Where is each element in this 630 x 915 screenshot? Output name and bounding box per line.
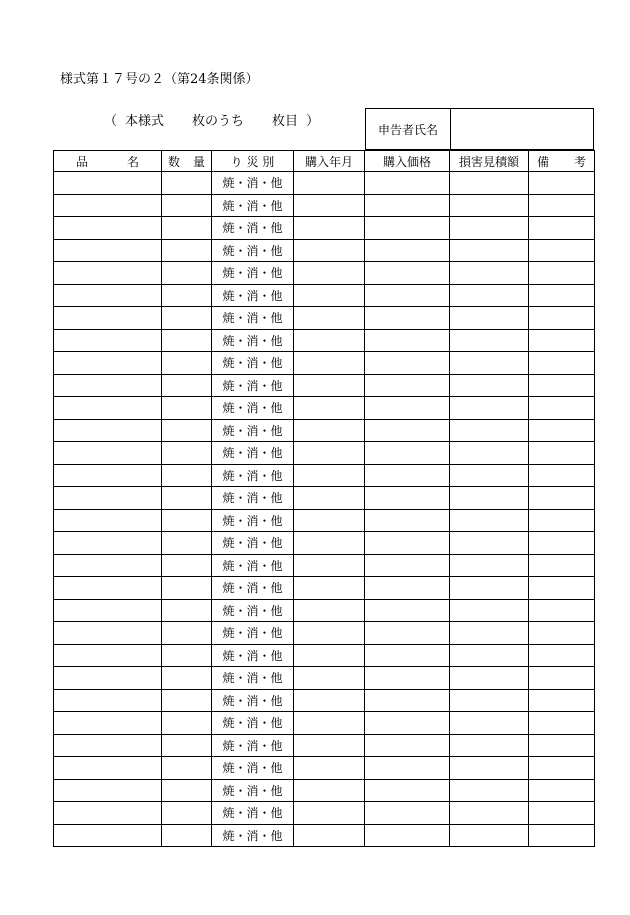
quantity-cell[interactable] [162, 397, 212, 420]
estimated-damage-cell[interactable] [450, 554, 529, 577]
sheet-main-label: 本様式 [125, 114, 165, 129]
items-table [53, 150, 595, 847]
items-body [54, 172, 595, 847]
paren-close: ） [306, 114, 320, 129]
remarks-cell[interactable] [529, 284, 595, 307]
quantity-cell[interactable] [162, 172, 212, 195]
purchase-price-cell[interactable] [365, 374, 450, 397]
quantity-cell[interactable] [162, 802, 212, 825]
item-name-cell[interactable] [54, 284, 162, 307]
remarks-cell[interactable] [529, 217, 595, 240]
purchase-date-cell[interactable] [294, 419, 365, 442]
item-name-cell[interactable] [54, 194, 162, 217]
item-name-cell[interactable] [54, 599, 162, 622]
item-name-cell[interactable] [54, 554, 162, 577]
estimated-damage-cell[interactable] [450, 599, 529, 622]
purchase-date-cell[interactable] [294, 262, 365, 285]
disaster-type-cell[interactable]: 焼・消・他 [212, 397, 294, 420]
remarks-cell[interactable] [529, 464, 595, 487]
paren-open: （ [104, 114, 118, 129]
item-name-cell[interactable] [54, 532, 162, 555]
table-row [54, 689, 595, 712]
disaster-type-cell[interactable]: 焼・消・他 [212, 554, 294, 577]
remarks-cell[interactable] [529, 644, 595, 667]
remarks-cell[interactable] [529, 532, 595, 555]
purchase-date-cell[interactable] [294, 442, 365, 465]
quantity-cell[interactable] [162, 712, 212, 735]
item-name-cell[interactable] [54, 779, 162, 802]
estimated-damage-cell[interactable] [450, 307, 529, 330]
purchase-price-cell[interactable] [365, 509, 450, 532]
remarks-cell[interactable] [529, 667, 595, 690]
table-row [54, 712, 595, 735]
item-name-cell[interactable] [54, 802, 162, 825]
item-name-cell[interactable] [54, 262, 162, 285]
purchase-price-cell[interactable] [365, 487, 450, 510]
purchase-date-cell[interactable] [294, 239, 365, 262]
estimated-damage-cell[interactable] [450, 487, 529, 510]
disaster-type-cell[interactable]: 焼・消・他 [212, 487, 294, 510]
purchase-date-cell[interactable] [294, 352, 365, 375]
purchase-price-cell[interactable] [365, 284, 450, 307]
purchase-date-cell[interactable] [294, 532, 365, 555]
table-row [54, 757, 595, 780]
quantity-cell[interactable] [162, 329, 212, 352]
table-row [54, 397, 595, 420]
purchase-price-cell[interactable] [365, 554, 450, 577]
quantity-cell[interactable] [162, 667, 212, 690]
quantity-cell[interactable] [162, 644, 212, 667]
col-purchase-date: 購入年月 [294, 151, 365, 172]
purchase-price-cell[interactable] [365, 532, 450, 555]
col-purchase-price: 購入価格 [365, 151, 450, 172]
estimated-damage-cell[interactable] [450, 734, 529, 757]
disaster-type-cell[interactable]: 焼・消・他 [212, 329, 294, 352]
table-row [54, 419, 595, 442]
form-title: 様式第１７号の２（第24条関係） [60, 72, 259, 87]
quantity-cell[interactable] [162, 307, 212, 330]
applicant-label: 申告者氏名 [366, 109, 451, 150]
quantity-cell[interactable] [162, 419, 212, 442]
estimated-damage-cell[interactable] [450, 577, 529, 600]
quantity-cell[interactable] [162, 757, 212, 780]
item-name-cell[interactable] [54, 757, 162, 780]
purchase-price-cell[interactable] [365, 599, 450, 622]
col-disaster-type: り 災 別 [212, 151, 294, 172]
disaster-type-cell[interactable]: 焼・消・他 [212, 824, 294, 847]
purchase-price-cell[interactable] [365, 734, 450, 757]
quantity-cell[interactable] [162, 554, 212, 577]
table-row [54, 487, 595, 510]
disaster-type-cell[interactable]: 焼・消・他 [212, 217, 294, 240]
purchase-price-cell[interactable] [365, 307, 450, 330]
purchase-date-cell[interactable] [294, 644, 365, 667]
purchase-price-cell[interactable] [365, 689, 450, 712]
purchase-price-cell[interactable] [365, 577, 450, 600]
purchase-price-cell[interactable] [365, 622, 450, 645]
purchase-date-cell[interactable] [294, 802, 365, 825]
purchase-date-cell[interactable] [294, 622, 365, 645]
purchase-date-cell[interactable] [294, 487, 365, 510]
estimated-damage-cell[interactable] [450, 262, 529, 285]
quantity-cell[interactable] [162, 194, 212, 217]
disaster-type-cell[interactable]: 焼・消・他 [212, 667, 294, 690]
item-name-cell[interactable] [54, 622, 162, 645]
disaster-type-cell[interactable]: 焼・消・他 [212, 532, 294, 555]
purchase-price-cell[interactable] [365, 397, 450, 420]
table-row [54, 172, 595, 195]
col-remarks [529, 151, 595, 172]
purchase-date-cell[interactable] [294, 397, 365, 420]
estimated-damage-cell[interactable] [450, 712, 529, 735]
disaster-type-cell[interactable]: 焼・消・他 [212, 172, 294, 195]
table-row [54, 577, 595, 600]
item-name-cell[interactable] [54, 644, 162, 667]
item-name-cell[interactable] [54, 374, 162, 397]
purchase-date-cell[interactable] [294, 779, 365, 802]
quantity-cell[interactable] [162, 689, 212, 712]
remarks-cell[interactable] [529, 442, 595, 465]
estimated-damage-cell[interactable] [450, 622, 529, 645]
purchase-date-cell[interactable] [294, 554, 365, 577]
disaster-type-cell[interactable]: 焼・消・他 [212, 802, 294, 825]
quantity-cell[interactable] [162, 779, 212, 802]
purchase-price-cell[interactable] [365, 802, 450, 825]
estimated-damage-cell[interactable] [450, 824, 529, 847]
estimated-damage-cell[interactable] [450, 689, 529, 712]
purchase-price-cell[interactable] [365, 644, 450, 667]
estimated-damage-cell[interactable] [450, 284, 529, 307]
col-item-name [54, 151, 162, 172]
purchase-date-cell[interactable] [294, 217, 365, 240]
quantity-cell[interactable] [162, 532, 212, 555]
disaster-type-cell[interactable]: 焼・消・他 [212, 419, 294, 442]
purchase-price-cell[interactable] [365, 239, 450, 262]
purchase-date-cell[interactable] [294, 284, 365, 307]
estimated-damage-cell[interactable] [450, 397, 529, 420]
purchase-price-cell[interactable] [365, 757, 450, 780]
remarks-cell[interactable] [529, 374, 595, 397]
disaster-type-cell[interactable]: 焼・消・他 [212, 712, 294, 735]
disaster-type-cell[interactable]: 焼・消・他 [212, 239, 294, 262]
remarks-cell[interactable] [529, 554, 595, 577]
purchase-date-cell[interactable] [294, 824, 365, 847]
table-row [54, 194, 595, 217]
remarks-cell[interactable] [529, 779, 595, 802]
purchase-price-cell[interactable] [365, 419, 450, 442]
purchase-date-cell[interactable] [294, 734, 365, 757]
quantity-cell[interactable] [162, 442, 212, 465]
table-row [54, 644, 595, 667]
disaster-type-cell[interactable]: 焼・消・他 [212, 734, 294, 757]
applicant-box [365, 108, 594, 150]
table-row [54, 217, 595, 240]
quantity-cell[interactable] [162, 509, 212, 532]
estimated-damage-cell[interactable] [450, 757, 529, 780]
purchase-date-cell[interactable] [294, 329, 365, 352]
purchase-price-cell[interactable] [365, 262, 450, 285]
disaster-type-cell[interactable]: 焼・消・他 [212, 779, 294, 802]
quantity-cell[interactable] [162, 262, 212, 285]
purchase-date-cell[interactable] [294, 599, 365, 622]
disaster-type-cell[interactable]: 焼・消・他 [212, 442, 294, 465]
table-row [54, 262, 595, 285]
col-quantity-b: 量 [192, 154, 205, 169]
purchase-date-cell[interactable] [294, 172, 365, 195]
disaster-type-cell[interactable]: 焼・消・他 [212, 599, 294, 622]
item-name-cell[interactable] [54, 712, 162, 735]
estimated-damage-cell[interactable] [450, 419, 529, 442]
estimated-damage-cell[interactable] [450, 374, 529, 397]
purchase-date-cell[interactable] [294, 374, 365, 397]
quantity-cell[interactable] [162, 352, 212, 375]
item-name-cell[interactable] [54, 667, 162, 690]
table-row [54, 239, 595, 262]
disaster-type-cell[interactable]: 焼・消・他 [212, 689, 294, 712]
item-name-cell[interactable] [54, 307, 162, 330]
disaster-type-cell[interactable]: 焼・消・他 [212, 374, 294, 397]
table-row [54, 779, 595, 802]
estimated-damage-cell[interactable] [450, 667, 529, 690]
table-row [54, 464, 595, 487]
disaster-type-cell[interactable]: 焼・消・他 [212, 352, 294, 375]
quantity-cell[interactable] [162, 577, 212, 600]
table-row [54, 622, 595, 645]
estimated-damage-cell[interactable] [450, 464, 529, 487]
estimated-damage-cell[interactable] [450, 532, 529, 555]
item-name-cell[interactable] [54, 239, 162, 262]
remarks-cell[interactable] [529, 802, 595, 825]
remarks-cell[interactable] [529, 622, 595, 645]
disaster-type-cell[interactable]: 焼・消・他 [212, 644, 294, 667]
table-row [54, 284, 595, 307]
table-row [54, 352, 595, 375]
quantity-cell[interactable] [162, 599, 212, 622]
estimated-damage-cell[interactable] [450, 329, 529, 352]
purchase-price-cell[interactable] [365, 172, 450, 195]
item-name-cell[interactable] [54, 419, 162, 442]
purchase-date-cell[interactable] [294, 712, 365, 735]
purchase-price-cell[interactable] [365, 667, 450, 690]
purchase-price-cell[interactable] [365, 442, 450, 465]
sheet-no-label: 枚目 [272, 114, 299, 129]
purchase-date-cell[interactable] [294, 577, 365, 600]
table-row [54, 734, 595, 757]
remarks-cell[interactable] [529, 712, 595, 735]
table-row [54, 554, 595, 577]
estimated-damage-cell[interactable] [450, 352, 529, 375]
item-name-cell[interactable] [54, 487, 162, 510]
table-row [54, 329, 595, 352]
purchase-date-cell[interactable] [294, 509, 365, 532]
remarks-cell[interactable] [529, 689, 595, 712]
estimated-damage-cell[interactable] [450, 509, 529, 532]
table-row [54, 599, 595, 622]
purchase-price-cell[interactable] [365, 779, 450, 802]
item-name-cell[interactable] [54, 352, 162, 375]
col-item-name-a: 品 [76, 154, 89, 169]
item-name-cell[interactable] [54, 734, 162, 757]
remarks-cell[interactable] [529, 172, 595, 195]
remarks-cell[interactable] [529, 599, 595, 622]
remarks-cell[interactable] [529, 757, 595, 780]
item-name-cell[interactable] [54, 577, 162, 600]
applicant-name-field[interactable] [451, 109, 594, 150]
purchase-price-cell[interactable] [365, 712, 450, 735]
estimated-damage-cell[interactable] [450, 779, 529, 802]
estimated-damage-cell[interactable] [450, 172, 529, 195]
quantity-cell[interactable] [162, 734, 212, 757]
purchase-price-cell[interactable] [365, 824, 450, 847]
purchase-date-cell[interactable] [294, 464, 365, 487]
item-name-cell[interactable] [54, 442, 162, 465]
disaster-type-cell[interactable]: 焼・消・他 [212, 262, 294, 285]
purchase-date-cell[interactable] [294, 194, 365, 217]
col-remarks-a: 備 [537, 154, 550, 169]
remarks-cell[interactable] [529, 329, 595, 352]
table-row [54, 824, 595, 847]
quantity-cell[interactable] [162, 622, 212, 645]
estimated-damage-cell[interactable] [450, 644, 529, 667]
col-quantity-a: 数 [168, 154, 181, 169]
sheet-count-line [104, 110, 319, 129]
purchase-price-cell[interactable] [365, 352, 450, 375]
estimated-damage-cell[interactable] [450, 239, 529, 262]
remarks-cell[interactable] [529, 262, 595, 285]
sheet-of-label: 枚のうち [192, 114, 245, 129]
remarks-cell[interactable] [529, 419, 595, 442]
col-quantity [162, 151, 212, 172]
purchase-date-cell[interactable] [294, 757, 365, 780]
remarks-cell[interactable] [529, 509, 595, 532]
estimated-damage-cell[interactable] [450, 194, 529, 217]
disaster-type-cell[interactable]: 焼・消・他 [212, 307, 294, 330]
disaster-type-cell[interactable]: 焼・消・他 [212, 464, 294, 487]
item-name-cell[interactable] [54, 464, 162, 487]
purchase-date-cell[interactable] [294, 667, 365, 690]
remarks-cell[interactable] [529, 194, 595, 217]
table-row [54, 509, 595, 532]
purchase-date-cell[interactable] [294, 307, 365, 330]
disaster-type-cell[interactable]: 焼・消・他 [212, 622, 294, 645]
quantity-cell[interactable] [162, 487, 212, 510]
disaster-type-cell[interactable]: 焼・消・他 [212, 577, 294, 600]
quantity-cell[interactable] [162, 464, 212, 487]
table-row [54, 802, 595, 825]
quantity-cell[interactable] [162, 217, 212, 240]
remarks-cell[interactable] [529, 734, 595, 757]
disaster-type-cell[interactable]: 焼・消・他 [212, 757, 294, 780]
purchase-date-cell[interactable] [294, 689, 365, 712]
remarks-cell[interactable] [529, 577, 595, 600]
purchase-price-cell[interactable] [365, 464, 450, 487]
remarks-cell[interactable] [529, 824, 595, 847]
table-row [54, 442, 595, 465]
disaster-type-cell[interactable]: 焼・消・他 [212, 509, 294, 532]
quantity-cell[interactable] [162, 374, 212, 397]
quantity-cell[interactable] [162, 284, 212, 307]
disaster-type-cell[interactable]: 焼・消・他 [212, 284, 294, 307]
remarks-cell[interactable] [529, 487, 595, 510]
purchase-price-cell[interactable] [365, 217, 450, 240]
item-name-cell[interactable] [54, 217, 162, 240]
estimated-damage-cell[interactable] [450, 217, 529, 240]
purchase-price-cell[interactable] [365, 194, 450, 217]
disaster-type-cell[interactable]: 焼・消・他 [212, 194, 294, 217]
quantity-cell[interactable] [162, 824, 212, 847]
item-name-cell[interactable] [54, 689, 162, 712]
item-name-cell[interactable] [54, 397, 162, 420]
item-name-cell[interactable] [54, 172, 162, 195]
purchase-price-cell[interactable] [365, 329, 450, 352]
item-name-cell[interactable] [54, 824, 162, 847]
remarks-cell[interactable] [529, 307, 595, 330]
col-item-name-b: 名 [126, 154, 139, 169]
remarks-cell[interactable] [529, 352, 595, 375]
col-estimated-damage: 損害見積額 [450, 151, 529, 172]
estimated-damage-cell[interactable] [450, 442, 529, 465]
table-row [54, 307, 595, 330]
col-remarks-b: 考 [573, 154, 586, 169]
table-row [54, 532, 595, 555]
table-row [54, 374, 595, 397]
item-name-cell[interactable] [54, 329, 162, 352]
quantity-cell[interactable] [162, 239, 212, 262]
table-row [54, 667, 595, 690]
remarks-cell[interactable] [529, 239, 595, 262]
estimated-damage-cell[interactable] [450, 802, 529, 825]
item-name-cell[interactable] [54, 509, 162, 532]
table-header-row [54, 151, 595, 172]
remarks-cell[interactable] [529, 397, 595, 420]
